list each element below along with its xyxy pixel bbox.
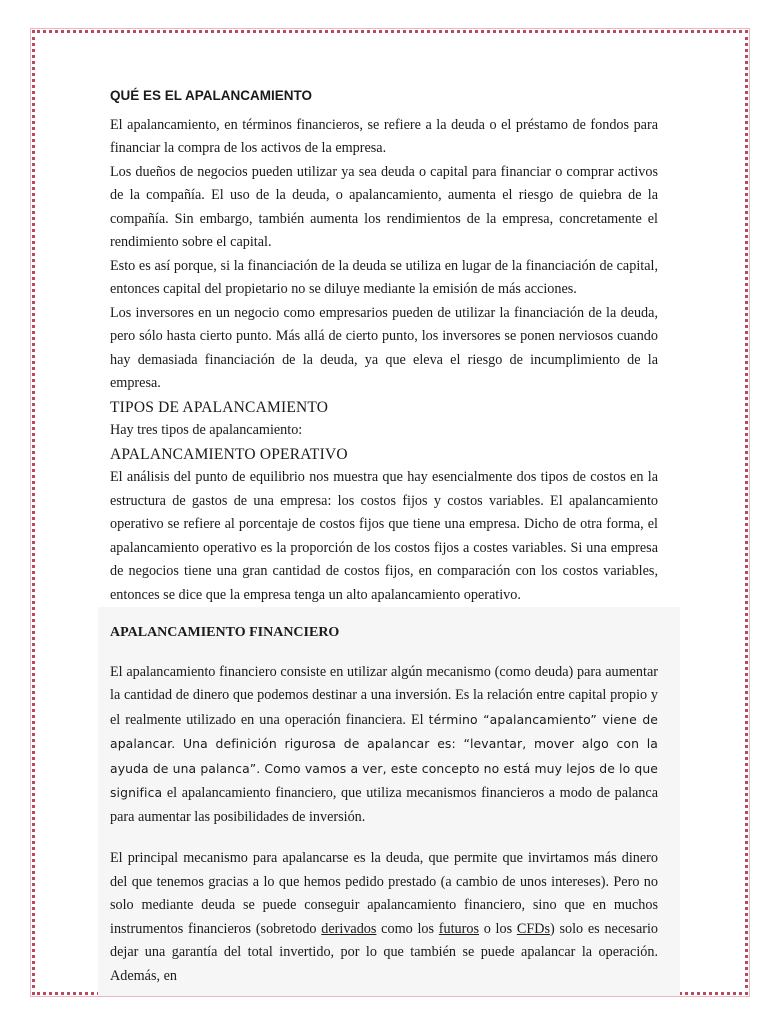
tipos-text: Hay tres tipos de apalancamiento: xyxy=(110,422,303,438)
financiero-p2-part-c: o los xyxy=(478,920,517,937)
financiero-heading: APALANCAMIENTO FINANCIERO xyxy=(110,625,340,640)
intro-paragraph-2: Los dueños de negocios pueden utilizar ya sea deuda o capital para financiar o comprar activos de la compañía. El uso de la deuda, o apalancamiento, aumenta el riesgo de quiebra de la compañía. Sin embargo, también aumenta los rendimientos de la empresa, concretamente el rendimiento sobre el capital. xyxy=(110,163,658,250)
futuros-link[interactable]: futuros xyxy=(438,920,479,937)
operativo-paragraph: El análisis del punto de equilibrio nos muestra que hay esencialmente dos tipos de costos en la estructura de gastos de una empresa: los costos fijos y costos variables. El apalancamiento operativo se refiere al porcentaje de costos fijos que tiene una empresa. Dicho de otra forma, el apalancamiento operativo es la proporción de los costos fijos a costes variables. Si una empresa de negocios tiene una gran cantidad de costos fijos, en comparación con los costos variables, entonces se dice que la empresa tenga un alto apalancamiento operativo. xyxy=(110,469,658,603)
document-title: QUÉ ES EL APALANCAMIENTO xyxy=(110,88,313,103)
financiero-p1-part-b: término “apalancamiento” viene de apalancar. Una definición rigurosa de apalancar es: “levantar, mover algo con la ayuda de una palanca”. Como vamos a ver, este concepto no está muy lejos de lo que significa xyxy=(110,711,659,800)
intro-paragraph-3: Esto es así porque, si la financiación de la deuda se utiliza en lugar de la financiación de capital, entonces capital del propietario no se diluye mediante la emisión de más acciones. xyxy=(110,257,658,297)
derivados-link[interactable]: derivados xyxy=(321,920,377,937)
operativo-heading: APALANCAMIENTO OPERATIVO xyxy=(110,445,348,463)
financiero-p2-part-b: como los xyxy=(376,920,439,937)
intro-paragraph-1: El apalancamiento, en términos financieros, se refiere a la deuda o el préstamo de fondos para financiar la compra de los activos de la empresa. xyxy=(110,116,658,156)
financiero-paragraph-2 xyxy=(110,847,658,988)
financiero-section xyxy=(98,607,680,996)
financiero-p2-part-d: ) solo es necesario dejar una garantía del total invertido, por lo que también se puede apalancar la operación. Además, en xyxy=(110,920,659,984)
financiero-p2-part-a: El principal mecanismo para apalancarse es la deuda, que permite que invirtamos más dinero del que tenemos gracias a lo que hemos pedido prestado (a cambio de unos intereses). Pero no solo mediante deuda se puede conseguir apalancamiento financiero, sino que en muchos instrumentos financieros (sobretodo xyxy=(110,850,658,937)
document-body xyxy=(110,84,658,996)
intro-paragraph-4: Los inversores en un negocio como empresarios pueden de utilizar la financiación de la deuda, pero sólo hasta cierto punto. Más allá de cierto punto, los inversores se ponen nerviosos cuando hay demasiada financiación de la deuda, ya que eleva el riesgo de incumplimiento de la empresa. xyxy=(110,304,658,391)
financiero-paragraph-1 xyxy=(110,661,658,830)
tipos-heading: TIPOS DE APALANCAMIENTO xyxy=(110,398,329,416)
financiero-p1-part-c: el apalancamiento financiero, que utiliza mecanismos financieros a modo de palanca para aumentar las posibilidades de inversión. xyxy=(110,785,658,825)
cfds-link[interactable]: CFDs xyxy=(516,920,550,937)
financiero-p1-part-a: El apalancamiento financiero consiste en utilizar algún mecanismo (como deuda) para aumentar la cantidad de dinero que podemos destinar a una inversión. Es la relación entre capital propio y el realmente utilizado en una operación financiera. El xyxy=(110,663,658,728)
